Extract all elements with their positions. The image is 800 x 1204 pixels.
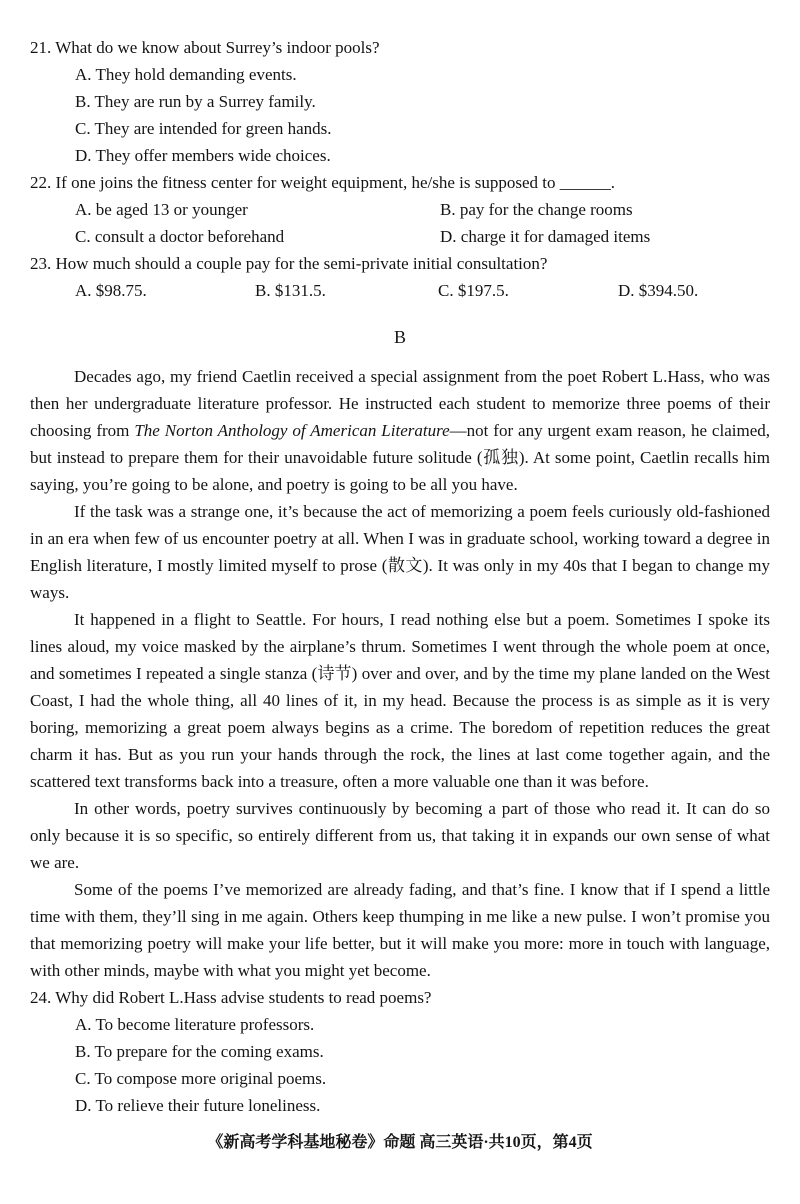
question-22-options bbox=[75, 196, 770, 250]
question-23 bbox=[30, 250, 770, 304]
question-21-option-a: A. They hold demanding events. bbox=[75, 65, 297, 84]
question-23-option-a: A. $98.75. bbox=[75, 281, 147, 300]
passage-paragraph-3: It happened in a flight to Seattle. For hours, I read nothing else but a poem. Sometimes I spoke its lines aloud, my voice masked by the airplane’s thrum. Sometimes I went through the whole poem at once, and sometimes I repeated a single stanza (诗节) over and over, and by the time my plane landed on the West Coast, I had the whole thing, all 40 lines of it, in my head. Because the process is as simple as it is very boring, memorizing a great poem always begins as a crime. The boredom of repetition reduces the great charm it has. But as you run your hands through the rock, the lines at last come together again, and the scattered text transforms back into a treasure, often a more valuable one than it was before. bbox=[30, 610, 770, 791]
question-24-stem: 24. Why did Robert L.Hass advise students to read poems? bbox=[30, 988, 432, 1007]
question-24-option-d: D. To relieve their future loneliness. bbox=[75, 1096, 321, 1115]
question-22-option-d: D. charge it for damaged items bbox=[440, 227, 651, 246]
question-22-stem: 22. If one joins the fitness center for weight equipment, he/she is supposed to ______. bbox=[30, 173, 615, 192]
question-23-options bbox=[75, 277, 770, 304]
question-21-option-b: B. They are run by a Surrey family. bbox=[75, 92, 316, 111]
question-22-option-b: B. pay for the change rooms bbox=[440, 200, 633, 219]
passage-paragraph-1-continuation: —not for any urgent exam reason, he claimed, but instead to prepare them for their unavoidable future solitude (孤独). At some point, Caetlin recalls him saying, you’re going to be alone, and poetry is going to be all you have. bbox=[30, 421, 770, 494]
passage-paragraph-5: Some of the poems I’ve memorized are already fading, and that’s fine. I know that if I spend a little time with them, they’ll sing in me again. Others keep thumping in me like a new pulse. I won’t promise you that memorizing poetry will make your life better, but it will make you more: more in touch with language, with other minds, maybe with what you might yet become. bbox=[30, 880, 770, 980]
question-21-options bbox=[30, 61, 770, 169]
passage-paragraph-4: In other words, poetry survives continuously by becoming a part of those who read it. It can do so only because it is so specific, so entirely different from us, that taking it in expands our own sense of what we are. bbox=[30, 799, 770, 872]
question-22-option-c: C. consult a doctor beforehand bbox=[75, 227, 285, 246]
question-23-stem: 23. How much should a couple pay for the semi-private initial consultation? bbox=[30, 254, 548, 273]
question-24-option-a: A. To become literature professors. bbox=[75, 1015, 315, 1034]
question-21-stem: 21. What do we know about Surrey’s indoor pools? bbox=[30, 38, 380, 57]
book-title: The Norton Anthology of American Literature bbox=[134, 421, 450, 440]
reading-passage bbox=[30, 363, 770, 984]
question-24-option-b: B. To prepare for the coming exams. bbox=[75, 1042, 324, 1061]
passage-paragraph-1-text: Decades ago, my friend Caetlin received a special assignment from the poet Robert L.Hass, who was then her undergraduate literature professor. He instructed each student to memorize three poems of their choosing from bbox=[30, 367, 770, 440]
passage-paragraph-1 bbox=[30, 363, 770, 498]
question-23-option-d: D. $394.50. bbox=[618, 281, 699, 300]
page-footer: 《新高考学科基地秘卷》命题 高三英语·共10页，第4页 bbox=[207, 1134, 593, 1151]
question-24-option-c: C. To compose more original poems. bbox=[75, 1069, 327, 1088]
question-22 bbox=[30, 169, 770, 250]
question-21 bbox=[30, 34, 770, 169]
question-21-option-d: D. They offer members wide choices. bbox=[75, 146, 331, 165]
question-23-option-c: C. $197.5. bbox=[438, 281, 509, 300]
question-23-option-b: B. $131.5. bbox=[255, 281, 326, 300]
passage-paragraph-2: If the task was a strange one, it’s because the act of memorizing a poem feels curiously old-fashioned in an era when few of us encounter poetry at all. When I was in graduate school, working toward a degree in English literature, I mostly limited myself to prose (散文). It was only in my 40s that I began to change my ways. bbox=[30, 502, 770, 602]
question-21-option-c: C. They are intended for green hands. bbox=[75, 119, 332, 138]
question-24 bbox=[30, 984, 770, 1119]
question-22-option-a: A. be aged 13 or younger bbox=[75, 200, 248, 219]
question-24-options bbox=[30, 1011, 770, 1119]
passage-section-label: B bbox=[393, 327, 406, 347]
